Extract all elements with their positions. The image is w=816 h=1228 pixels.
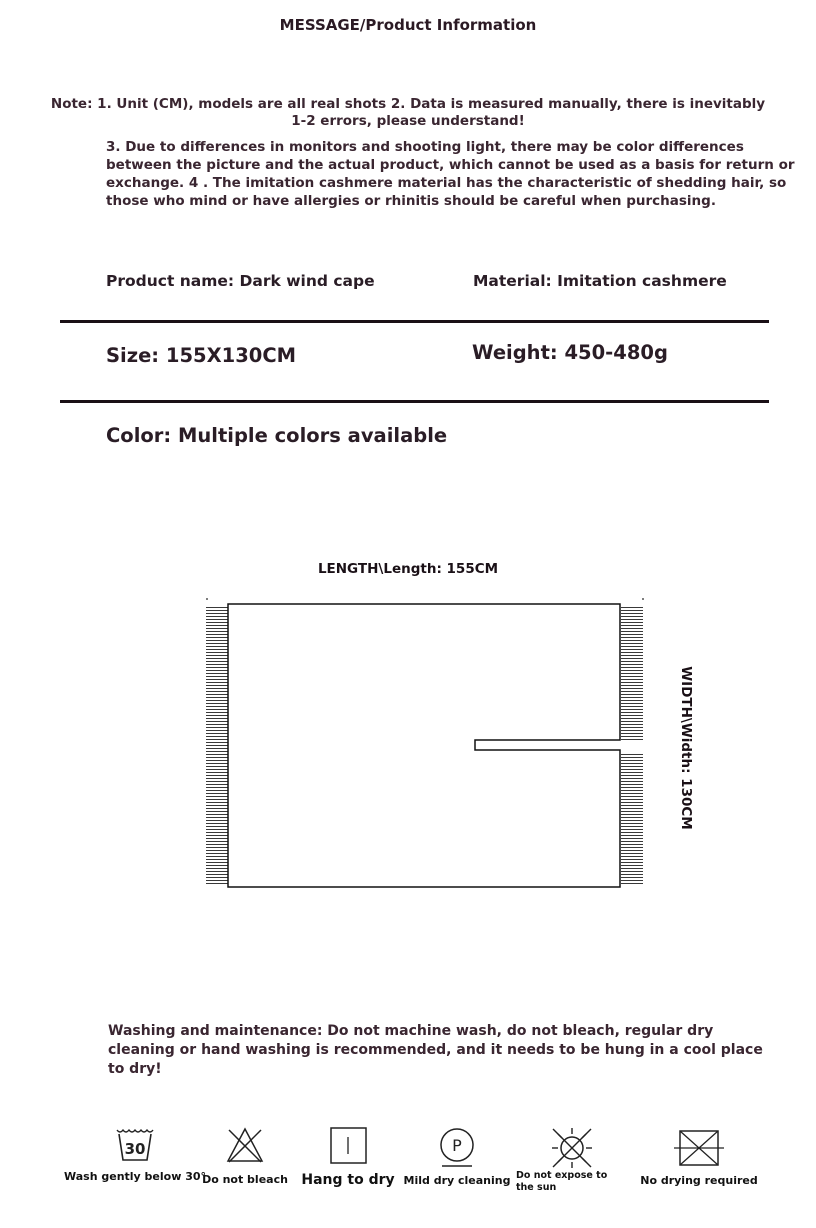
divider-bottom: [60, 400, 769, 403]
width-label: WIDTH\Width: 130CM: [678, 666, 694, 830]
dry-clean-icon: [437, 1126, 477, 1170]
care-dry-clean: [403, 1126, 511, 1187]
no-bleach-icon: [225, 1126, 265, 1164]
care-wash-30: [52, 1124, 218, 1183]
care-label-wash: Wash gently below 30°: [63, 1170, 207, 1183]
size: Size: 155X130CM: [106, 344, 297, 367]
right-fringe-upper: [621, 605, 643, 741]
cape-body-outline: [228, 604, 620, 887]
weight: Weight: 450-480g: [472, 341, 668, 364]
product-name: Product name: Dark wind cape: [106, 272, 375, 290]
color: Color: Multiple colors available: [106, 424, 448, 447]
care-label-dryclean: Mild dry cleaning: [403, 1174, 511, 1187]
care-hang-dry: [298, 1126, 398, 1188]
care-no-bleach: [196, 1126, 294, 1186]
care-label-hang: Hang to dry: [301, 1172, 395, 1188]
wash-30-icon: [115, 1124, 155, 1164]
svg-text:30: 30: [124, 1140, 146, 1158]
care-no-sun: [516, 1126, 628, 1194]
care-label-tumble: No drying required: [640, 1174, 758, 1187]
note-line-2: 3. Due to differences in monitors and shooting light, there may be color differences between the picture and the actual product, which cannot be used as a basis for return or exchange. 4 . The imitation cashmere material has the characteristic of shedding hair, so those who mind or have allergies or rhinitis should be careful when purchasing.: [106, 139, 795, 209]
page-title: MESSAGE/Product Information: [279, 16, 537, 34]
cape-diagram: [200, 592, 650, 892]
note-line-1: Note: 1. Unit (CM), models are all real shots 2. Data is measured manually, there is inevitably 1-2 errors, please understand!: [50, 96, 766, 129]
left-fringe: [206, 605, 228, 886]
length-label: LENGTH\Length: 155CM: [317, 561, 499, 577]
washing-instructions: Washing and maintenance: Do not machine wash, do not bleach, regular dry cleaning or hand washing is recommended, and it needs to be hung in a cool place to dry!: [108, 1023, 763, 1077]
material: Material: Imitation cashmere: [473, 272, 727, 290]
care-label-sun: Do not expose to the sun: [516, 1170, 608, 1193]
svg-text:P: P: [452, 1136, 462, 1155]
divider-top: [60, 320, 769, 323]
right-fringe-lower: [621, 752, 643, 886]
hang-dry-icon: [328, 1126, 368, 1166]
no-tumble-dry-icon: [672, 1128, 726, 1168]
care-label-bleach: Do not bleach: [202, 1173, 288, 1186]
care-no-tumble: [640, 1128, 758, 1187]
no-sun-icon: [548, 1126, 596, 1170]
